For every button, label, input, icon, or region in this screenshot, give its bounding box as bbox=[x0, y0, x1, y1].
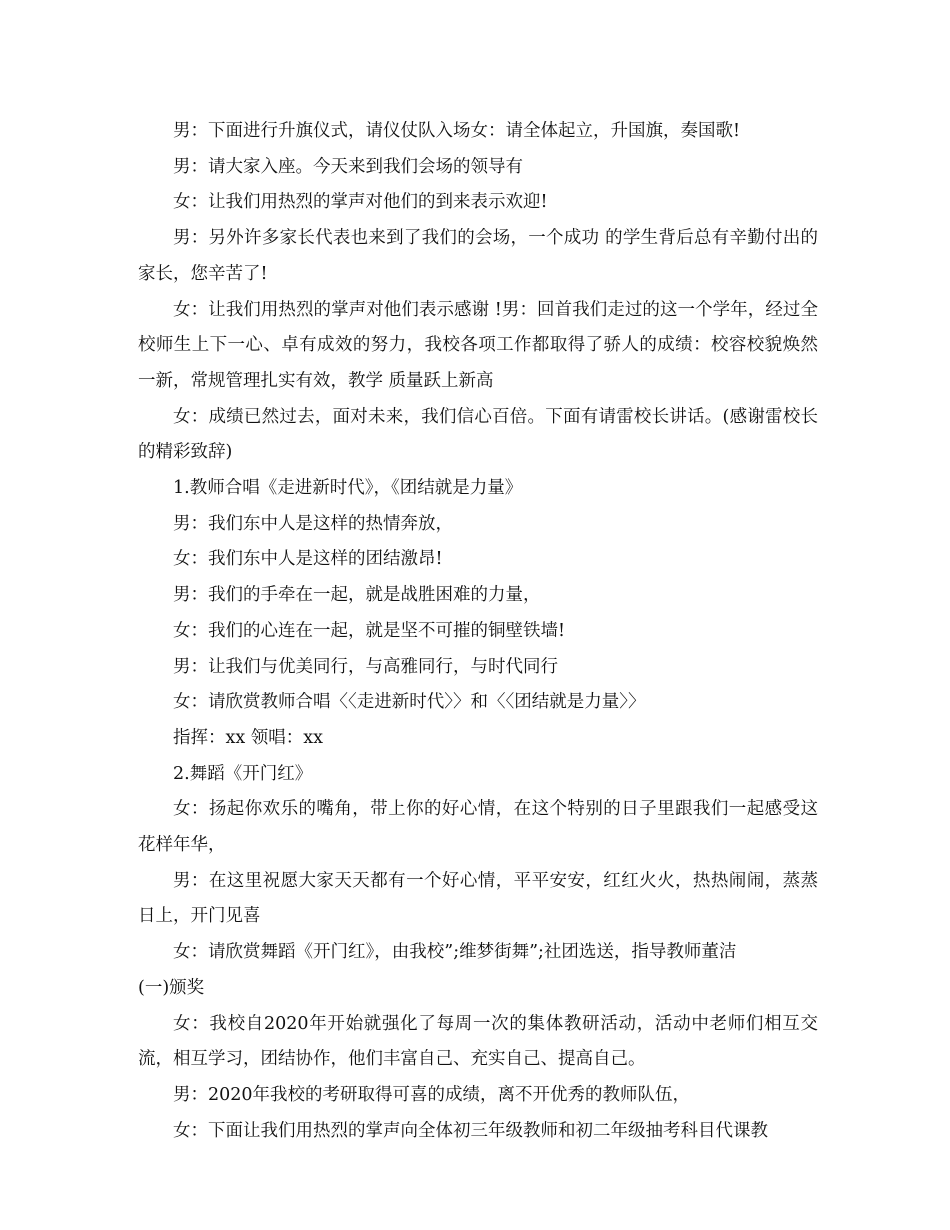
document-page bbox=[138, 114, 818, 1149]
paragraph: 女：我校自2020年开始就强化了每周一次的集体教研活动，活动中老师们相互交流，相互学习，团结协作，他们丰富自己、充实自己、提高自己。 bbox=[138, 1013, 818, 1070]
paragraph: 女：扬起你欢乐的嘴角，带上你的好心情，在这个特别的日子里跟我们一起感受这花样年华， bbox=[138, 799, 818, 856]
paragraph: 男：2020年我校的考研取得可喜的成绩，离不开优秀的教师队伍， bbox=[173, 1084, 691, 1105]
paragraph: 指挥：xx 领唱：xx bbox=[173, 727, 324, 748]
paragraph: 男：我们东中人是这样的热情奔放， bbox=[173, 513, 453, 534]
paragraph: 女：让我们用热烈的掌声对他们的到来表示欢迎! bbox=[173, 192, 548, 213]
paragraph: 女：我们的心连在一起，就是坚不可摧的铜壁铁墙! bbox=[173, 620, 566, 641]
paragraph: 男：我们的手牵在一起，就是战胜困难的力量， bbox=[173, 585, 541, 606]
section-heading: 2.舞蹈《开门红》 bbox=[173, 763, 313, 784]
paragraph: 男：在这里祝愿大家天天都有一个好心情，平平安安，红红火火，热热闹闹，蒸蒸日上，开门见喜 bbox=[138, 870, 818, 927]
paragraph: 男：请大家入座。今天来到我们会场的领导有 bbox=[173, 156, 523, 177]
paragraph: 女：让我们用热烈的掌声对他们表示感谢 !男：回首我们走过的这一个学年，经过全校师生上下一心、卓有成效的努力，我校各项工作都取得了骄人的成绩：校容校貌焕然一新，常规管理扎实有效，教学 质量跃上新高 bbox=[138, 299, 818, 391]
section-heading: (一)颁奖 bbox=[138, 977, 205, 998]
paragraph: 女：成绩已然过去，面对未来，我们信心百倍。下面有请雷校长讲话。(感谢雷校长的精彩致辞) bbox=[138, 406, 818, 463]
paragraph: 男：下面进行升旗仪式，请仪仗队入场女：请全体起立，升国旗，奏国歌! bbox=[173, 121, 741, 141]
paragraph: 女：下面让我们用热烈的掌声向全体初三年级教师和初二年级抽考科目代课教 bbox=[173, 1120, 768, 1141]
paragraph: 男：另外许多家长代表也来到了我们的会场，一个成功 的学生背后总有辛勤付出的家长，您辛苦了! bbox=[138, 228, 818, 284]
paragraph: 女：我们东中人是这样的团结激昂! bbox=[173, 549, 443, 570]
section-heading: 1.教师合唱《走进新时代》，《团结就是力量》 bbox=[173, 478, 523, 499]
paragraph: 男：让我们与优美同行，与高雅同行，与时代同行 bbox=[173, 656, 558, 677]
paragraph: 女：请欣赏教师合唱〈〈走进新时代〉〉和〈〈团结就是力量〉〉 bbox=[173, 692, 646, 713]
paragraph: 女：请欣赏舞蹈《开门红》，由我校”;维梦街舞”;社团选送，指导教师董洁 bbox=[173, 942, 737, 963]
